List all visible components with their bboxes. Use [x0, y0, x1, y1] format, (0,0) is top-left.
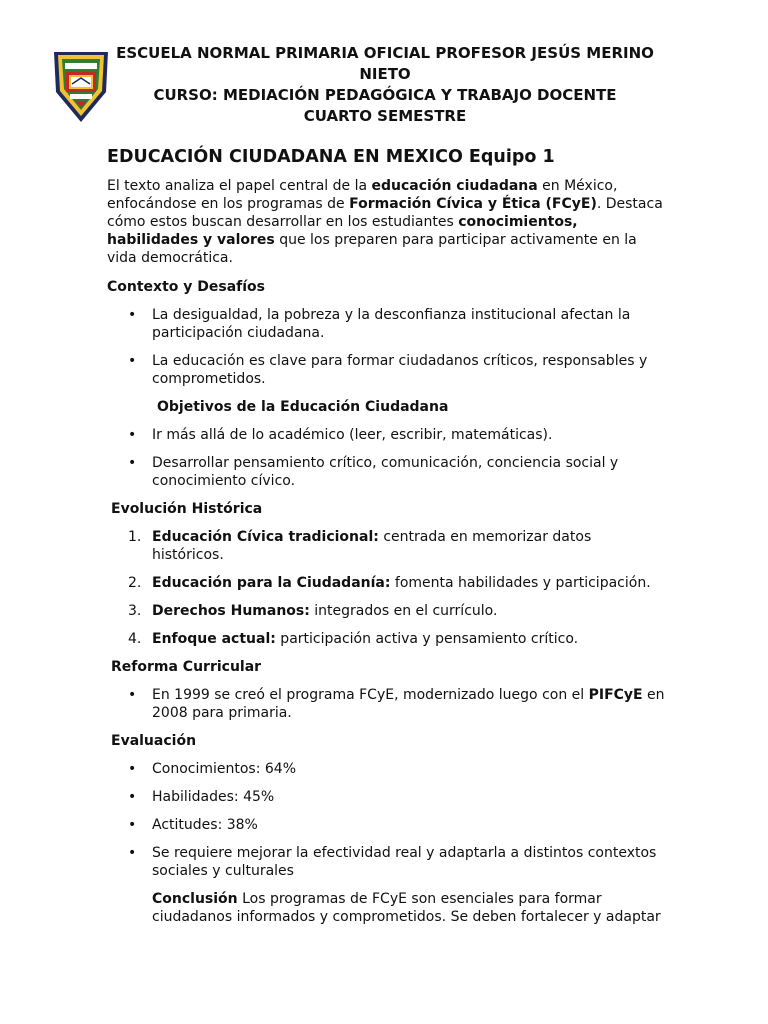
list-item	[107, 352, 667, 388]
document-title: EDUCACIÓN CIUDADANA EN MEXICO Equipo 1	[107, 147, 555, 167]
list-item-text: en 2008 para primaria.	[152, 687, 665, 721]
intro-text-1: El texto analiza el papel central de la	[107, 178, 372, 194]
objetivos-list	[107, 426, 667, 490]
school-crest-logo	[48, 46, 114, 124]
list-item	[107, 426, 667, 444]
bullet-icon: •	[128, 789, 137, 805]
list-item-text: Habilidades: 45%	[152, 789, 275, 805]
school-name-line2: NIETO	[359, 65, 411, 83]
document-header	[112, 43, 658, 127]
list-number: 2.	[128, 575, 142, 591]
bullet-icon: •	[128, 427, 137, 443]
intro-bold-3: conocimientos, habilidades y valores	[107, 214, 578, 248]
list-item	[107, 844, 667, 880]
section-heading-contexto: Contexto y Desafíos	[107, 279, 265, 295]
bullet-icon: •	[128, 455, 137, 471]
list-item-bold: Educación Cívica tradicional:	[152, 529, 379, 545]
list-item-bold: Derechos Humanos:	[152, 603, 310, 619]
evaluacion-list	[107, 760, 667, 880]
list-item-text: La desigualdad, la pobreza y la desconfianza institucional afectan la participación ciudadana.	[152, 307, 631, 341]
intro-text-4: que los preparen para participar activamente en la vida democrática.	[107, 232, 637, 266]
list-item-text: En 1999 se creó el programa FCyE, modernizado luego con el	[152, 687, 589, 703]
bullet-icon: •	[128, 761, 137, 777]
section-heading-objetivos: Objetivos de la Educación Ciudadana	[157, 399, 449, 415]
intro-bold-1: educación ciudadana	[371, 178, 538, 194]
list-item-text: fomenta habilidades y participación.	[390, 575, 651, 591]
list-item	[107, 602, 667, 620]
list-number: 3.	[128, 603, 142, 619]
bullet-icon: •	[128, 353, 137, 369]
conclusion-label: Conclusión	[152, 891, 238, 907]
list-item-text: integrados en el currículo.	[309, 603, 498, 619]
list-item-text: centrada en memorizar datos históricos.	[152, 529, 592, 563]
intro-paragraph	[107, 177, 667, 267]
conclusion-paragraph	[107, 890, 667, 926]
list-item	[107, 574, 667, 592]
bullet-icon: •	[128, 307, 137, 323]
list-item-text: La educación es clave para formar ciudadanos críticos, responsables y comprometidos.	[152, 353, 648, 387]
list-item-text: Ir más allá de lo académico (leer, escribir, matemáticas).	[152, 427, 553, 443]
list-item	[107, 528, 667, 564]
list-item-text: Conocimientos: 64%	[152, 761, 297, 777]
list-item-bold: Enfoque actual:	[152, 631, 276, 647]
reforma-list	[107, 686, 667, 722]
list-item-text: participación activa y pensamiento crítico.	[275, 631, 579, 647]
section-heading-evaluacion: Evaluación	[111, 733, 197, 749]
list-item	[107, 760, 667, 778]
intro-text-3: . Destaca cómo estos buscan desarrollar en los estudiantes	[107, 196, 663, 230]
list-item	[107, 686, 667, 722]
list-item	[107, 788, 667, 806]
list-item	[107, 816, 667, 834]
section-heading-evolucion: Evolución Histórica	[111, 501, 263, 517]
school-name-line1: ESCUELA NORMAL PRIMARIA OFICIAL PROFESOR JESÚS MERINO	[116, 44, 654, 62]
intro-bold-2: Formación Cívica y Ética (FCyE)	[349, 196, 597, 212]
bullet-icon: •	[128, 845, 137, 861]
list-item	[107, 630, 667, 648]
list-item-text: Se requiere mejorar la efectividad real y adaptarla a distintos contextos sociales y culturales	[152, 845, 657, 879]
list-number: 1.	[128, 529, 142, 545]
intro-text-2: en México, enfocándose en los programas de	[107, 178, 618, 212]
list-item	[107, 454, 667, 490]
document-body	[107, 177, 667, 926]
bullet-icon: •	[128, 817, 137, 833]
list-item-bold: PIFCyE	[588, 687, 643, 703]
list-item-bold: Educación para la Ciudadanía:	[152, 575, 391, 591]
list-item	[107, 306, 667, 342]
list-item-text: Actitudes: 38%	[152, 817, 258, 833]
list-item-text: Desarrollar pensamiento crítico, comunicación, conciencia social y conocimiento cívico.	[152, 455, 619, 489]
section-heading-reforma: Reforma Curricular	[111, 659, 262, 675]
course-name: CURSO: MEDIACIÓN PEDAGÓGICA Y TRABAJO DOCENTE	[153, 86, 617, 104]
semester-label: CUARTO SEMESTRE	[303, 107, 467, 125]
contexto-list	[107, 306, 667, 388]
list-number: 4.	[128, 631, 142, 647]
conclusion-text: Los programas de FCyE son esenciales para formar ciudadanos informados y comprometidos. Se deben fortalecer y adaptar	[152, 891, 661, 925]
bullet-icon: •	[128, 687, 137, 703]
evolucion-list	[107, 528, 667, 648]
